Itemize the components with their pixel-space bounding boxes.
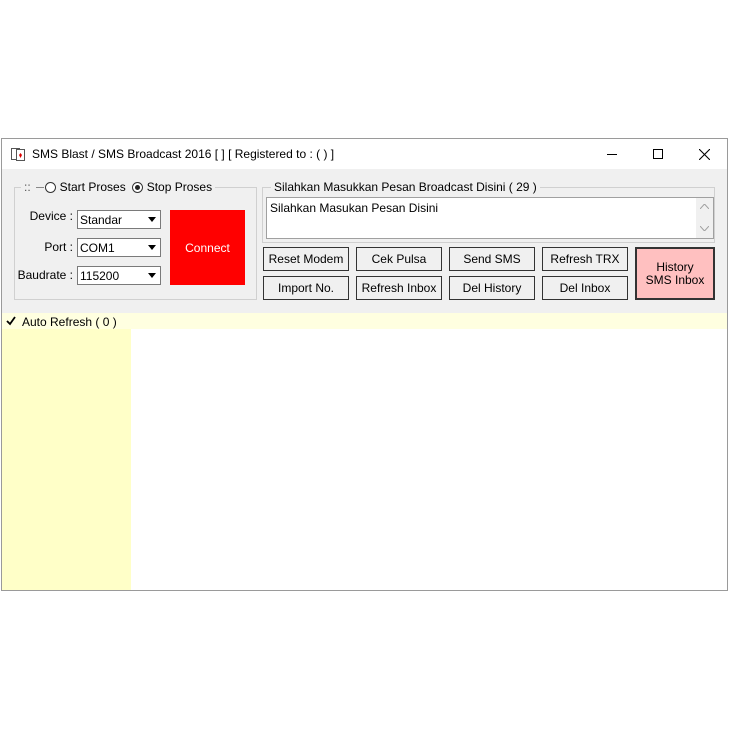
port-label: Port : — [44, 240, 73, 254]
chevron-down-icon — [143, 267, 160, 284]
stop-radio-label: Stop Proses — [146, 180, 213, 194]
del-history-button[interactable]: Del History — [449, 276, 535, 300]
device-select[interactable] — [77, 210, 161, 229]
reset-modem-button[interactable]: Reset Modem — [263, 247, 349, 271]
main-window — [1, 138, 728, 591]
connect-button[interactable]: Connect — [170, 210, 245, 285]
message-text: Silahkan Masukan Pesan Disini — [270, 201, 439, 215]
scroll-down-icon — [700, 226, 709, 231]
device-label: Device : — [29, 209, 73, 223]
del-inbox-button[interactable]: Del Inbox — [542, 276, 628, 300]
message-group-legend: Silahkan Masukkan Pesan Broadcast Disini ( 29 ) — [271, 180, 540, 194]
send-sms-button[interactable]: Send SMS — [449, 247, 535, 271]
port-value: COM1 — [80, 241, 115, 255]
maximize-button[interactable] — [635, 139, 681, 169]
import-no-button[interactable]: Import No. — [263, 276, 349, 300]
minimize-icon — [607, 149, 617, 159]
baudrate-label: Baudrate : — [17, 268, 73, 282]
message-textarea[interactable] — [266, 197, 714, 239]
auto-refresh-checkbox[interactable] — [5, 315, 17, 327]
title-bar — [2, 139, 727, 169]
legend-line — [36, 187, 44, 188]
baudrate-value: 115200 — [80, 269, 120, 283]
chevron-down-icon — [143, 239, 160, 256]
close-button[interactable] — [681, 139, 727, 169]
start-radio[interactable] — [45, 182, 56, 193]
refresh-trx-button[interactable]: Refresh TRX — [542, 247, 628, 271]
window-title: SMS Blast / SMS Broadcast 2016 [ ] [ Registered to : ( ) ] — [32, 147, 335, 161]
device-value: Standar — [80, 213, 123, 227]
message-scrollbar[interactable] — [696, 198, 713, 238]
process-radio-group — [21, 180, 215, 194]
maximize-icon — [653, 149, 663, 159]
refresh-inbox-button[interactable]: Refresh Inbox — [356, 276, 442, 300]
group-prefix: :: — [24, 180, 31, 194]
minimize-button[interactable] — [589, 139, 635, 169]
stop-radio[interactable] — [132, 182, 143, 193]
start-radio-label: Start Proses — [59, 180, 126, 194]
data-grid-panel[interactable] — [131, 329, 727, 590]
checkmark-icon — [6, 316, 16, 326]
chevron-down-icon — [143, 211, 160, 228]
port-select[interactable] — [77, 238, 161, 257]
auto-refresh-label: Auto Refresh ( 0 ) — [22, 315, 117, 329]
baudrate-select[interactable] — [77, 266, 161, 285]
app-icon — [11, 148, 25, 161]
left-list-panel[interactable] — [2, 329, 131, 590]
auto-refresh-bar — [2, 313, 727, 329]
close-icon — [699, 149, 710, 160]
history-sms-inbox-button[interactable]: History SMS Inbox — [635, 247, 715, 300]
cek-pulsa-button[interactable]: Cek Pulsa — [356, 247, 442, 271]
scroll-up-icon — [700, 204, 709, 209]
